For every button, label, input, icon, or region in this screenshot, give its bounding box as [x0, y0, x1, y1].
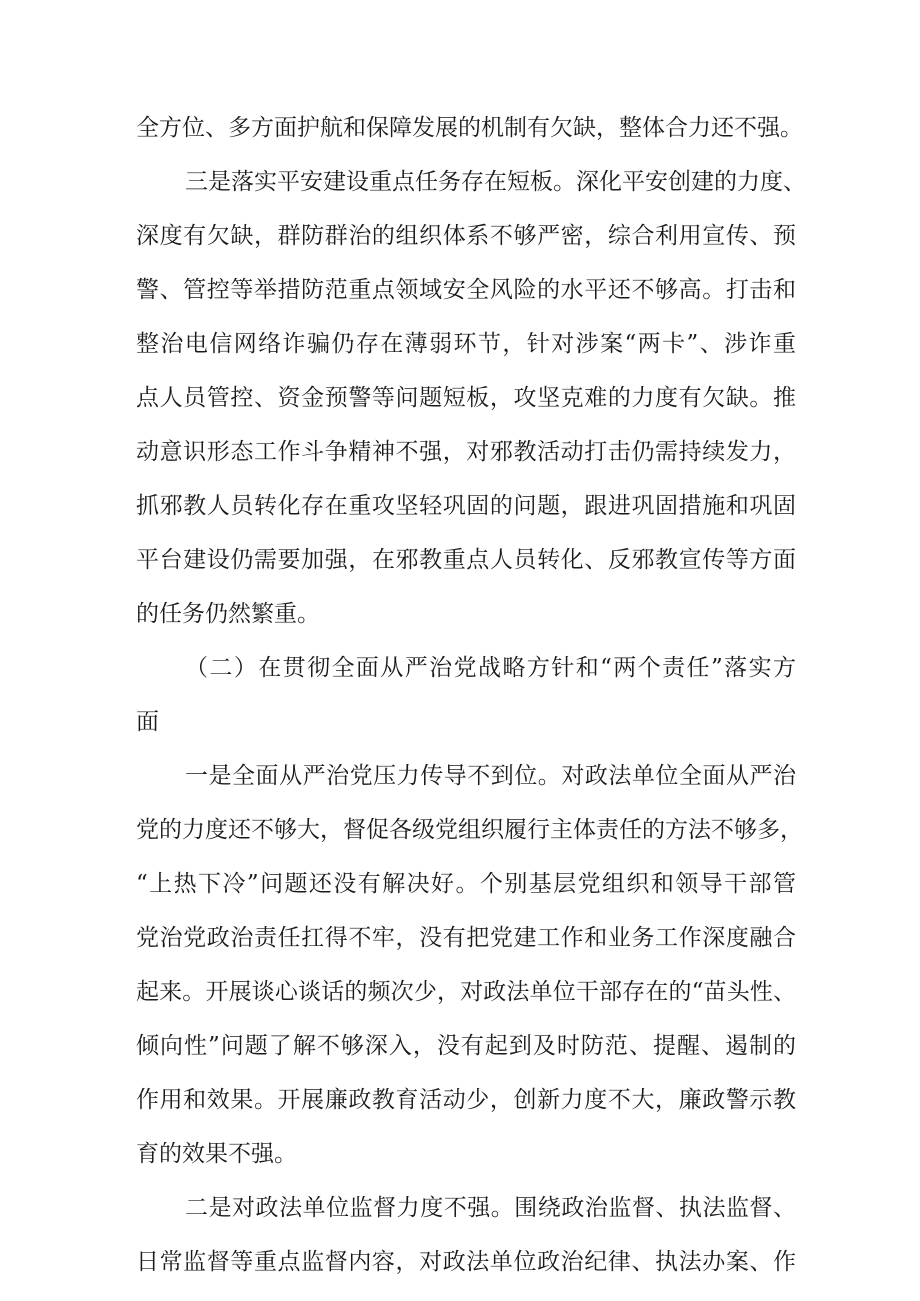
text-line: 党治党政治责任扛得不牢，没有把党建工作和业务工作深度融合 — [136, 925, 796, 951]
text-line: 二是对政法单位监督力度不强。围绕政治监督、执法监督、 — [185, 1195, 796, 1221]
text-line: 育的效果不强。 — [136, 1141, 297, 1167]
text-line: “上热下冷”问题还没有解决好。个别基层党组织和领导干部管 — [136, 871, 796, 897]
text-line: 全方位、多方面护航和保障发展的机制有欠缺，整体合力还不强。 — [136, 115, 803, 141]
text-line: 平台建设仍需要加强，在邪教重点人员转化、反邪教宣传等方面 — [136, 547, 796, 573]
text-line: 一是全面从严治党压力传导不到位。对政法单位全面从严治 — [185, 763, 796, 789]
text-line: 起来。开展谈心谈话的频次少，对政法单位干部存在的“苗头性、 — [136, 979, 796, 1005]
text-line: 倾向性”问题了解不够深入，没有起到及时防范、提醒、遏制的 — [136, 1033, 796, 1059]
text-line: 党的力度还不够大，督促各级党组织履行主体责任的方法不够多， — [136, 817, 803, 843]
text-line: 日常监督等重点监督内容，对政法单位政治纪律、执法办案、作 — [136, 1249, 796, 1275]
text-line: 的任务仍然繁重。 — [136, 601, 320, 627]
text-line: 三是落实平安建设重点任务存在短板。深化平安创建的力度、 — [185, 169, 806, 195]
text-line: 点人员管控、资金预警等问题短板，攻坚克难的力度有欠缺。推 — [136, 385, 796, 411]
text-line: 作用和效果。开展廉政教育活动少，创新力度不大，廉政警示教 — [136, 1087, 796, 1113]
text-line: 抓邪教人员转化存在重攻坚轻巩固的问题，跟进巩固措施和巩固 — [136, 493, 796, 519]
section-heading-continued: 面 — [136, 709, 159, 735]
text-line: 动意识形态工作斗争精神不强，对邪教活动打击仍需持续发力， — [136, 439, 796, 465]
text-line: 警、管控等举措防范重点领域安全风险的水平还不够高。打击和 — [136, 277, 796, 303]
section-heading: （二）在贯彻全面从严治党战略方针和“两个责任”落实方 — [185, 655, 796, 681]
text-line: 深度有欠缺，群防群治的组织体系不够严密，综合利用宣传、预 — [136, 223, 796, 249]
text-line: 整治电信网络诈骗仍存在薄弱环节，针对涉案“两卡”、涉诈重 — [136, 331, 796, 357]
